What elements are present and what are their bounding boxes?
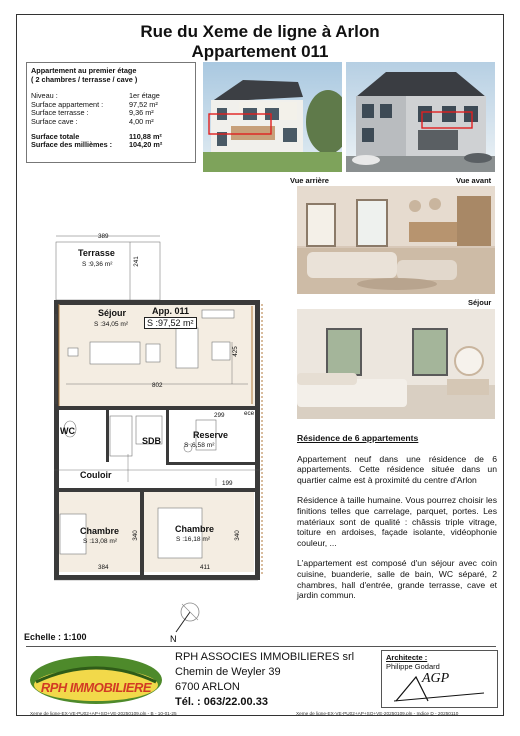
description-paragraph: L'appartement est composé d'un séjour avec coin cuisine, buanderie, salle de bain, WC séparé, 2 chambres, hall d'entrée, grande terrasse, cave et jardin commun. xyxy=(297,558,497,601)
summary-subheading: ( 2 chambres / terrasse / cave ) xyxy=(31,74,138,84)
dim-label: 241 xyxy=(132,256,140,267)
room-area-chambre-2: S :16,18 m² xyxy=(176,536,211,543)
footer-file-right: Xeme de ligne-EX-VE-PU02+AP+SO+VE-20250109.pln - Indice D - 20250110 xyxy=(296,711,459,716)
agency-logo-text: RPH IMMOBILIERE xyxy=(40,680,152,695)
summary-label: Surface des millièmes : xyxy=(31,140,113,150)
architect-label: Architecte : xyxy=(386,653,428,662)
scale-label: Echelle : 1:100 xyxy=(24,632,87,642)
summary-value: 4,00 m² xyxy=(129,116,154,126)
summary-label: Surface totale xyxy=(31,131,80,141)
description-paragraph: Résidence à taille humaine. Vous pourrez choisir les finitions telles que carrelage, parquet, portes. Les matériaux sont de qualité : châssis triple vitrage, toiture en ardoises, façade isolante, vidéophonie couleur, ... xyxy=(297,495,497,548)
description-title: Résidence de 6 appartements xyxy=(297,433,419,443)
room-area-app: S :97,52 m² xyxy=(144,317,197,329)
architect-box xyxy=(381,650,498,708)
dim-label: 384 xyxy=(98,564,109,571)
summary-label: Surface appartement : xyxy=(31,99,104,109)
room-area-chambre-1: S :13,08 m² xyxy=(83,538,118,545)
summary-heading: Appartement au premier étage xyxy=(31,66,137,75)
north-arrow-icon xyxy=(168,598,218,644)
agency-name: RPH ASSOCIES IMMOBILIERES srl xyxy=(175,651,355,663)
summary-value: 97,52 m² xyxy=(129,99,158,109)
room-label-app: App. 011 xyxy=(152,306,190,316)
agency-city: 6700 ARLON xyxy=(175,681,240,693)
summary-label: Niveau : xyxy=(31,91,58,101)
floor-plan xyxy=(26,224,288,584)
room-label-sejour: Séjour xyxy=(98,308,127,318)
page-title: Rue du Xeme de ligne à Arlon xyxy=(140,22,380,41)
dim-label: 199 xyxy=(222,480,233,487)
agency-address xyxy=(175,650,354,710)
room-label-chambre-2: Chambre xyxy=(175,524,215,534)
room-label-terrasse: Terrasse xyxy=(78,248,115,258)
front-view-caption: Vue avant xyxy=(456,176,492,185)
dim-label: 340 xyxy=(131,530,139,541)
footer-file-left: Xeme de ligne-EX-VE-PU02+AP+SO+VE-20250109.pln - B - 10-01-25 xyxy=(30,711,177,716)
dim-label: 389 xyxy=(98,233,109,240)
agency-phone: Tél. : 063/22.00.33 xyxy=(175,696,268,708)
dim-label: 425 xyxy=(231,346,239,357)
summary-label: Surface cave : xyxy=(31,116,78,126)
agency-logo xyxy=(26,652,166,708)
room-label-wc: WC xyxy=(60,426,75,436)
summary-row xyxy=(31,118,191,127)
dim-label: 340 xyxy=(233,530,241,541)
bedroom-render xyxy=(297,309,495,419)
room-label-chambre-1: Chambre xyxy=(80,526,120,536)
room-label-couloir: Couloir xyxy=(80,470,112,480)
summary-value: 1er étage xyxy=(129,91,160,101)
floor-plan-drawing xyxy=(26,224,288,584)
summary-total-row xyxy=(31,141,191,150)
description-block xyxy=(297,433,497,601)
room-area-sejour: S :34,05 m² xyxy=(94,321,129,328)
architect-logo-text: AGP xyxy=(422,671,450,686)
dim-label: 299 xyxy=(214,412,225,419)
room-area-reserve: S :6,58 m² xyxy=(184,442,215,449)
room-area-terrasse: S :9,36 m² xyxy=(82,261,113,268)
architect-name: Philippe Godard xyxy=(386,662,440,671)
summary-value: 104,20 m² xyxy=(129,140,163,150)
rear-view-photo xyxy=(203,62,342,172)
front-view-photo xyxy=(346,62,495,172)
room-label-reserve: Reserve xyxy=(193,430,229,440)
rear-view-caption: Vue arrière xyxy=(290,176,329,185)
svg-text:N: N xyxy=(170,634,177,644)
dim-label: 802 xyxy=(152,382,163,389)
agency-street: Chemin de Weyler 39 xyxy=(175,666,281,678)
page-subtitle: Appartement 011 xyxy=(191,42,329,61)
summary-value: 9,36 m² xyxy=(129,108,154,118)
summary-box xyxy=(26,62,196,163)
summary-value: 110,88 m² xyxy=(129,131,162,141)
summary-label: Surface terrasse : xyxy=(31,108,89,118)
room-label-sdb: SDB xyxy=(142,436,162,446)
living-caption: Séjour xyxy=(468,298,492,307)
dim-label: ece xyxy=(244,410,255,417)
living-room-render xyxy=(297,186,495,294)
footer-divider xyxy=(26,646,496,647)
dim-label: 411 xyxy=(200,564,211,571)
description-paragraph: Appartement neuf dans une résidence de 6 appartements. Cette résidence située dans un quartier calme est à proximité du centre d'Arlon xyxy=(297,453,497,485)
